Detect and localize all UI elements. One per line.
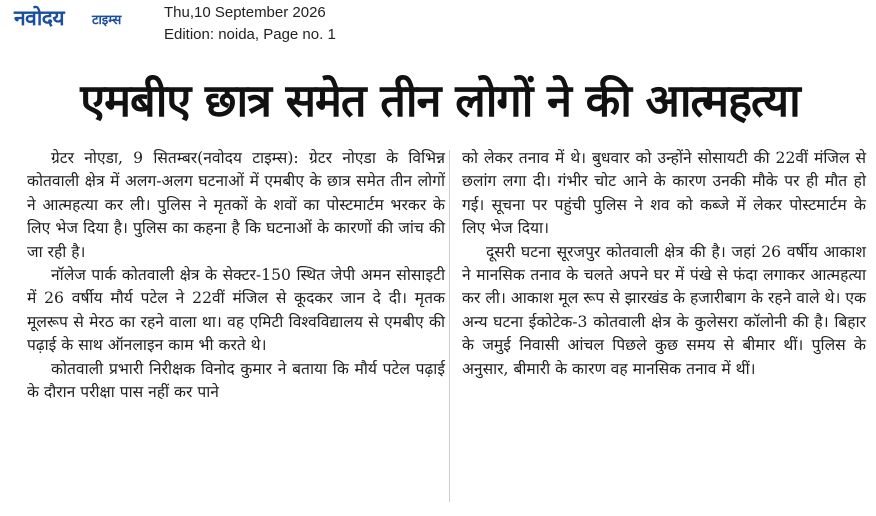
article-headline: एमबीए छात्र समेत तीन लोगों ने की आत्महत्या xyxy=(80,74,800,127)
article-column-left xyxy=(27,147,445,404)
article-paragraph: कोतवाली प्रभारी निरीक्षक विनोद कुमार ने बताया कि मौर्य पटेल पढ़ाई के दौरान परीक्षा पास नहीं कर पाने xyxy=(27,359,445,402)
column-divider xyxy=(449,150,450,502)
edition-info xyxy=(164,2,336,46)
masthead-bar xyxy=(0,0,876,46)
article-paragraph: नॉलेज पार्क कोतवाली क्षेत्र के सेक्टर-150 स्थित जेपी अमन सोसाइटी में 26 वर्षीय मौर्य पटेल ने 22वीं मंजिल से कूदकर जान दे दी। मृतक मूलरूप से मेरठ का रहने वाला था। वह एमिटी विश्वविद्यालय से एमबीए की पढ़ाई के साथ ऑनलाइन काम भी करते थे। xyxy=(27,266,445,355)
logo-main-text: नवोदय xyxy=(14,6,65,30)
article-paragraph: दूसरी घटना सूरजपुर कोतवाली क्षेत्र की है। जहां 26 वर्षीय आकाश ने मानसिक तनाव के चलते अपने घर में पंखे से फंदा लगाकर आत्महत्या कर ली। आकाश मूल रूप से झारखंड के हजारीबाग के रहने वाले थे। एक अन्य घटना ईकोटेक-3 कोतवाली क्षेत्र के कुलेसरा कॉलोनी की है। बिहार के जमुई निवासी आंचल पिछले कुछ समय से बीमार थीं। पुलिस के अनुसार, बीमारी के कारण वह मानसिक तनाव में थीं। xyxy=(462,242,866,378)
logo-sub-text: टाइम्स xyxy=(92,13,122,28)
edition-page: Edition: noida, Page no. 1 xyxy=(164,26,336,43)
article-paragraph: ग्रेटर नोएडा, 9 सितम्बर(नवोदय टाइम्स): ग्रेटर नोएडा के विभिन्न कोतवाली क्षेत्र में अलग-अलग घटनाओं में एमबीए के छात्र समेत तीन लोगों ने आत्महत्या कर ली। पुलिस ने मृतकों के शवों का पोस्टमार्टम भरकर के लिए भेज दिया है। पुलिस का कहना है कि घटनाओं के कारणों की जांच की जा रही है। xyxy=(27,149,446,261)
newspaper-logo[interactable] xyxy=(14,4,138,34)
article-paragraph: को लेकर तनाव में थे। बुधवार को उन्होंने सोसायटी की 22वीं मंजिल से छलांग लगा दी। गंभीर चोट आने के कारण उनकी मौके पर ही मौत हो गई। सूचना पर पहुंची पुलिस ने शव को कब्जे में लेकर पोस्टमार्टम के लिए भेज दिया। xyxy=(462,149,866,238)
article-column-right xyxy=(462,147,866,381)
publish-date: Thu,10 September 2026 xyxy=(164,4,326,21)
